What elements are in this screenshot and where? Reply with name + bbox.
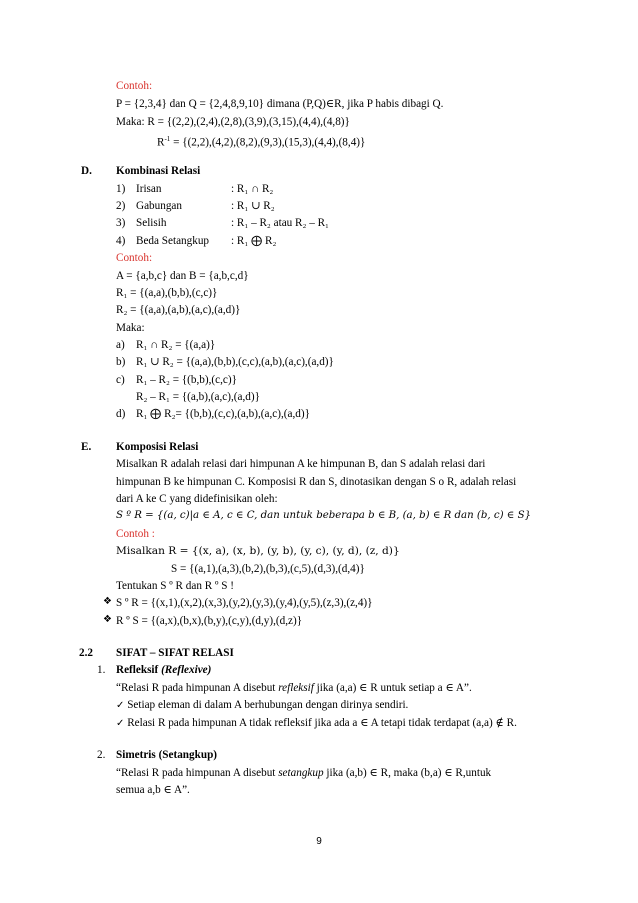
section-d-example-label: Contoh:: [116, 252, 153, 264]
combo-item-formula: : R₁ – R₂ atau R₂ – R₁: [231, 217, 329, 229]
property-2-definition-cont: semua a,b ∈ A”.: [116, 784, 190, 796]
section-22-number: 2.2: [79, 647, 93, 659]
combo-item-num: 2): [116, 200, 126, 212]
combo-item-num: 3): [116, 217, 126, 229]
combo-item-name: Gabungan: [136, 200, 182, 212]
combo-item-name: Beda Setangkup: [136, 235, 210, 247]
diamond-bullet-icon: ❖: [103, 614, 112, 625]
check-text: Relasi R pada himpunan A tidak refleksif jika ada a ∈ A tetapi tidak terdapat (a,a) ∉ R.: [127, 717, 517, 729]
inverse-set: = {(2,2),(4,2),(8,2),(9,3),(15,3),(4,4),(8,4)}: [170, 136, 366, 149]
answer-num: b): [116, 356, 126, 368]
combo-item-name: Irisan: [136, 183, 162, 195]
definition-term: setangkup: [278, 767, 324, 779]
relation-s-def: S = {(a,1),(a,3),(b,2),(b,3),(c,5),(d,3),(d,4)}: [171, 563, 365, 575]
answer-num: d): [116, 408, 126, 420]
section-e-title: Komposisi Relasi: [116, 441, 199, 453]
property-1-title: [116, 663, 211, 677]
property-1-number: 1.: [97, 664, 106, 676]
answer-num: c): [116, 374, 125, 386]
check-mark-icon: ✓: [116, 718, 125, 729]
combo-item-formula: : R₁ ⨁ R₂: [231, 235, 277, 247]
definition-term: refleksif: [278, 682, 314, 694]
definition-text: “Relasi R pada himpunan A disebut: [116, 682, 279, 694]
section-e-example-label: Contoh :: [116, 528, 155, 540]
section-d-title: Kombinasi Relasi: [116, 165, 201, 177]
section-d-letter: D.: [81, 165, 92, 177]
property-2-title: [116, 748, 217, 762]
page-number: 9: [316, 836, 322, 847]
combo-item-formula: : R₁ ∩ R₂: [231, 183, 274, 195]
composition-formula: S º R = {(a, c)|a ∈ A, c ∈ C, dan untuk beberapa b ∈ B, (a, b) ∈ R dan (b, c) ∈ S}: [116, 510, 532, 521]
section-22-title: SIFAT – SIFAT RELASI: [116, 647, 234, 659]
property-2-definition: [116, 766, 491, 780]
example-sets-line: P = {2,3,4} dan Q = {2,4,8,9,10} dimana (P,Q)∈R, jika P habis dibagi Q.: [116, 98, 444, 110]
definition-text: jika (a,b) ∈ R, maka (b,a) ∈ R,untuk: [323, 767, 492, 779]
composition-task: Tentukan S º R dan R º S !: [116, 580, 235, 592]
maka-label: Maka:: [116, 322, 145, 334]
property-2-number: 2.: [97, 749, 106, 761]
check-text: Setiap eleman di dalam A berhubungan dengan dirinya sendiri.: [127, 699, 409, 711]
property-1-check-2: [116, 716, 517, 731]
property-title-text: Simetris: [116, 749, 156, 761]
combo-item-name: Selisih: [136, 217, 167, 229]
relation-r1: R₁ = {(a,a),(b,b),(c,c)}: [116, 287, 218, 299]
composition-para-1: Misalkan R adalah relasi dari himpunan A ke himpunan B, dan S adalah relasi dari: [116, 458, 486, 470]
sets-a-b: A = {a,b,c} dan B = {a,b,c,d}: [116, 270, 249, 282]
definition-text: jika (a,a) ∈ R untuk setiap a ∈ A”.: [313, 682, 472, 694]
answer-text: R₂ – R₁ = {(a,b),(a,c),(a,d)}: [136, 391, 260, 403]
relation-r2: R₂ = {(a,a),(a,b),(a,c),(a,d)}: [116, 304, 241, 316]
composition-para-3: dari A ke C yang didefinisikan oleh:: [116, 493, 278, 505]
answer-num: a): [116, 339, 125, 351]
inverse-symbol: R: [157, 136, 165, 149]
relation-r-def: Misalkan R = {(x, a), (x, b), (y, b), (y, c), (y, d), (z, d)}: [116, 545, 400, 557]
property-title-text: Refleksif: [116, 664, 159, 676]
inverse-relation-line: [157, 132, 365, 150]
result-s-o-r: S º R = {(x,1),(x,2),(x,3),(y,2),(y,3),(y,4),(y,5),(z,3),(z,4)}: [116, 597, 373, 609]
example-label: Contoh:: [116, 80, 153, 92]
property-title-en: (Setangkup): [158, 749, 218, 761]
answer-text: R₁ – R₂ = {(b,b),(c,c)}: [136, 374, 237, 386]
combo-item-num: 4): [116, 235, 126, 247]
relation-r-line: Maka: R = {(2,2),(2,4),(2,8),(3,9),(3,15),(4,4),(4,8)}: [116, 116, 350, 128]
combo-item-formula: : R₁ ∪ R₂: [231, 200, 275, 212]
answer-text: R₁ ∩ R₂ = {(a,a)}: [136, 339, 216, 351]
property-1-definition: [116, 681, 472, 695]
property-title-en: (Reflexive): [161, 664, 212, 676]
answer-text: R₁ ∪ R₂ = {(a,a),(b,b),(c,c),(a,b),(a,c),(a,d)}: [136, 356, 334, 368]
result-r-o-s: R º S = {(a,x),(b,x),(b,y),(c,y),(d,y),(d,z)}: [116, 615, 303, 627]
composition-para-2: himpunan B ke himpunan C. Komposisi R dan S, dinotasikan dengan S o R, adalah relasi: [116, 476, 517, 488]
property-1-check-1: [116, 698, 408, 713]
diamond-bullet-icon: ❖: [103, 596, 112, 607]
inverse-superscript: -1: [164, 135, 171, 143]
combo-item-num: 1): [116, 183, 126, 195]
definition-text: “Relasi R pada himpunan A disebut: [116, 767, 279, 779]
answer-text: R₁ ⨁ R₂= {(b,b),(c,c),(a,b),(a,c),(a,d)}: [136, 408, 310, 420]
check-mark-icon: ✓: [116, 700, 125, 711]
section-e-letter: E.: [81, 441, 92, 453]
